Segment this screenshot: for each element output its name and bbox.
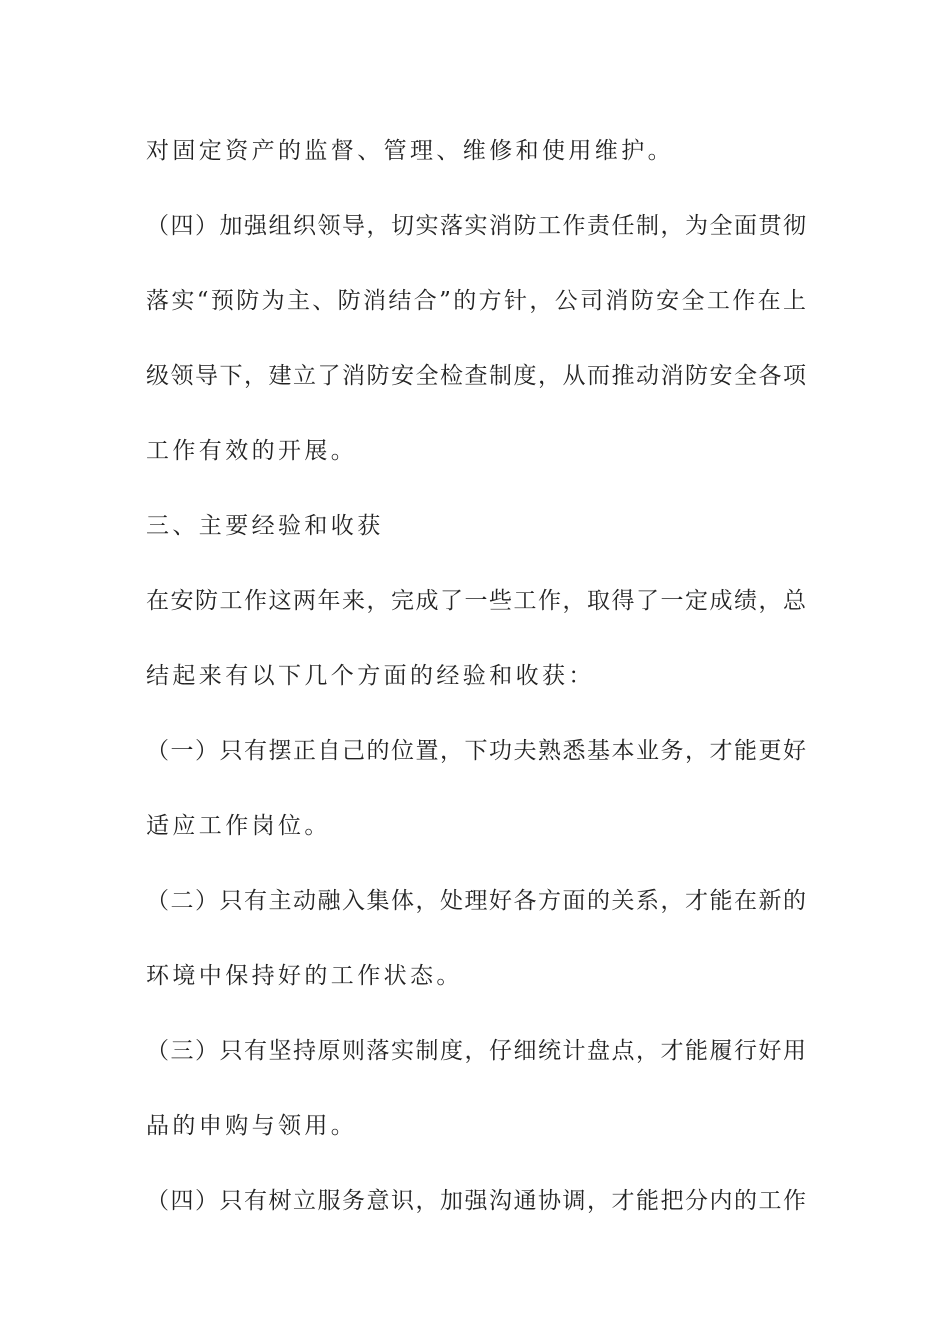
text-line: 品的申购与领用。 xyxy=(146,1113,358,1139)
text-line: 级领导下，建立了消防安全检查制度，从而推动消防安全各项 xyxy=(146,363,806,389)
text-line: 工作有效的开展。 xyxy=(146,438,358,464)
text-line: 适应工作岗位。 xyxy=(146,813,331,839)
text-line: （四）只有树立服务意识，加强沟通协调，才能把分内的工作 xyxy=(146,1188,806,1214)
text-line: （四）加强组织领导，切实落实消防工作责任制，为全面贯彻 xyxy=(146,213,806,239)
text-line: 环境中保持好的工作状态。 xyxy=(146,963,463,989)
text-line: 在安防工作这两年来，完成了一些工作，取得了一定成绩，总 xyxy=(146,588,806,614)
text-line: （二）只有主动融入集体，处理好各方面的关系，才能在新的 xyxy=(146,888,806,914)
text-line: （三）只有坚持原则落实制度，仔细统计盘点，才能履行好用 xyxy=(146,1038,806,1064)
text-line: 对固定资产的监督、管理、维修和使用维护。 xyxy=(146,138,674,164)
text-line: 结起来有以下几个方面的经验和收获： xyxy=(146,663,595,689)
text-line: （一）只有摆正自己的位置，下功夫熟悉基本业务，才能更好 xyxy=(146,738,806,764)
text-line: 落实“预防为主、防消结合”的方针，公司消防安全工作在上 xyxy=(146,288,806,314)
section-heading: 三、主要经验和收获 xyxy=(146,513,384,539)
